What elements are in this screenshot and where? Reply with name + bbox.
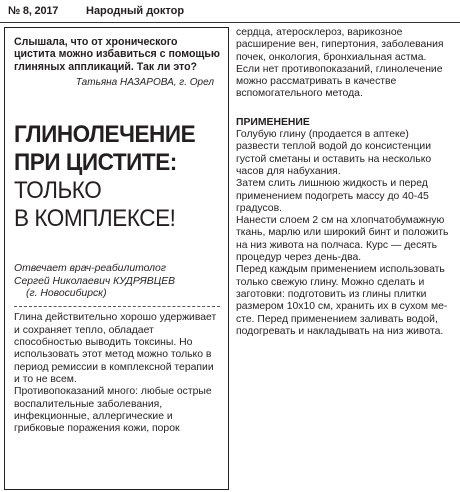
right-paragraph-1: сердца, атеросклероз, варикозное расширение вен, гипертония, заболевания почек, онкология, бронхиальная астма. <box>236 27 444 63</box>
right-column <box>236 27 452 338</box>
page-header <box>0 0 460 24</box>
right-body <box>236 27 452 101</box>
right-paragraph-3: Голубую глину (продается в аптеке) развести теплой водой до консистенции густой сметаны и оставить на несколько часов для набухания. <box>236 129 432 177</box>
title-line-4: В КОМПЛЕКСЕ! <box>14 205 176 233</box>
left-body <box>14 312 220 435</box>
left-column <box>14 36 220 435</box>
answer-divider <box>14 306 220 307</box>
article-title <box>14 121 220 233</box>
left-paragraph-2: Противопоказаний много: любые острые воспалительные заболевания, инфекционные, аллергические и грибковые поражения кожи, порок <box>14 386 212 435</box>
right-paragraph-6: Перед каждым применением использовать только свежую глину. Можно сделать и заготовки: подготовить из глины плитки размером 10х10 см, хранить их в сухом месте. Перед применением заливать водой, подогревать и накладывать на низ живота. <box>236 264 448 337</box>
issue-number: № 8, 2017 <box>8 5 59 17</box>
title-line-2: ПРИ ЦИСТИТЕ: <box>14 149 177 177</box>
section-title-application: ПРИМЕНЕНИЕ <box>236 116 310 128</box>
right-paragraph-5: Нанести слоем 2 см на хлопчатобумажную ткань, марлю или широкий бинт и положить на низ живота на полчаса. Курс — десять процедур через день-два. <box>236 215 449 264</box>
answer-by-city: (г. Новосибирск) <box>26 288 107 300</box>
reader-question: Слышала, что от хронического цистита можно избавиться с помощью глиняных аппликаций. Так ли это? <box>14 36 220 73</box>
answer-by-name: Сергей Николаевич КУДРЯВЦЕВ <box>14 275 176 287</box>
answer-by <box>14 263 220 300</box>
right-paragraph-4: Затем слить лишнюю жидкость и перед применением подогреть массу до 40-45 градусов. <box>236 178 429 214</box>
answer-by-role: Отвечает врач-реабилитолог <box>14 263 166 275</box>
header-divider <box>0 22 460 23</box>
right-paragraph-2: Если нет противопоказаний, глинолечение можно рассматривать в качестве вспомогательного метода. <box>236 63 443 100</box>
application-body <box>236 129 452 338</box>
title-line-1: ГЛИНОЛЕЧЕНИЕ <box>14 121 196 149</box>
left-paragraph-1: Глина действительно хорошо удерживает и сохраняет тепло, обладает способностью выводить токсины. Но использовать этот метод можно только в период ремиссии в комплексной терапии и то не всем. <box>14 312 217 385</box>
publication-name: Народный доктор <box>86 5 185 17</box>
title-line-3: ТОЛЬКО <box>14 177 102 205</box>
question-author: Татьяна НАЗАРОВА, г. Орел <box>75 77 214 89</box>
